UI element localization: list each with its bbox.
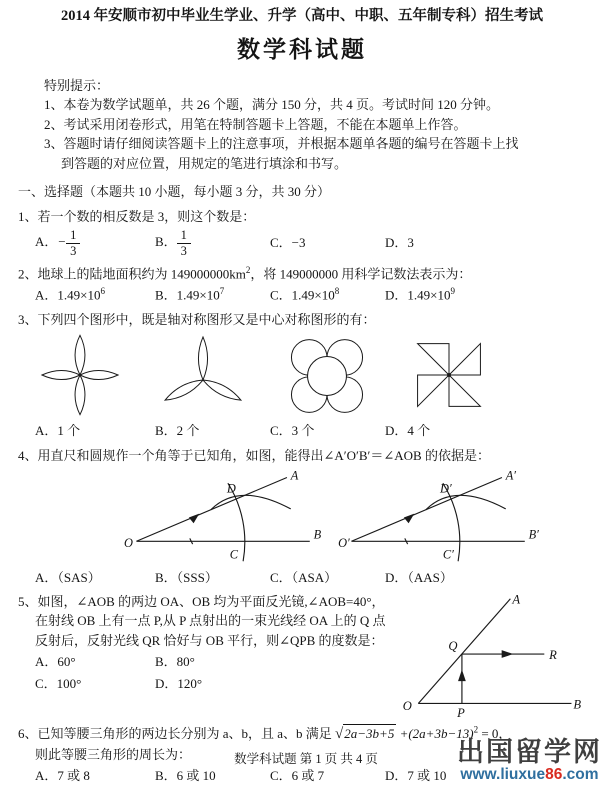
option-2b: B．$1.49\times 10^7$ bbox=[155, 285, 225, 303]
figure-circle-flower bbox=[284, 332, 407, 420]
fraction: $\frac{1}{3}$ bbox=[177, 228, 191, 258]
option-1b: B． $\frac{1}{3}$ bbox=[155, 227, 270, 259]
question-2 bbox=[18, 264, 586, 305]
notice-label: 特别提示： bbox=[44, 77, 110, 93]
svg-text:A: A bbox=[512, 592, 521, 607]
section-heading: 一、选择题（本题共 10 小题，每小题 3 分，共 30 分） bbox=[18, 184, 331, 200]
notice-item-2: 2、考试采用闭卷形式，用笔在特制答题卡上答题，不能在本题单上作答。 bbox=[44, 116, 467, 132]
option-2d: D．$1.49\times 10^9$ bbox=[385, 285, 455, 303]
question-1-options bbox=[18, 227, 586, 259]
question-3 bbox=[18, 310, 586, 441]
question-3-options bbox=[18, 421, 586, 441]
option-2c: C．$1.49\times 10^8$ bbox=[270, 285, 340, 303]
special-notice bbox=[44, 76, 586, 174]
figure-four-petal-flower bbox=[38, 332, 161, 420]
superscript: 2 bbox=[245, 265, 251, 276]
figure-light-reflection bbox=[396, 592, 586, 718]
figure-angle-construction-left bbox=[118, 467, 333, 567]
svg-text:O′: O′ bbox=[338, 536, 350, 551]
option-3a: A．1 个 bbox=[35, 423, 81, 439]
option-2a: A．$1.49\times 10^6$ bbox=[35, 285, 105, 303]
option-3d: D．4 个 bbox=[385, 423, 431, 439]
option-5a: A．60° bbox=[35, 654, 76, 670]
radical-expression: √2a−3b+5 bbox=[335, 725, 395, 742]
figure-three-petal-flower bbox=[161, 332, 284, 420]
option-5b: B．80° bbox=[155, 654, 195, 670]
watermark-site-name: 出国留学网 bbox=[457, 736, 602, 767]
svg-text:D′: D′ bbox=[440, 481, 452, 496]
option-6d: D．7 或 10 bbox=[385, 767, 447, 783]
question-4-figures bbox=[18, 467, 586, 567]
option-3c: C．3 个 bbox=[270, 423, 315, 439]
option-4a: A．（SAS） bbox=[35, 570, 101, 586]
svg-text:A′: A′ bbox=[505, 468, 517, 483]
question-5-stem-line3: 反射后，反射光线 QR 恰好与 OB 平行，则∠QPB 的度数是： bbox=[35, 632, 384, 648]
option-4b: B．（SSS） bbox=[155, 570, 218, 586]
option-6b: B．6 或 10 bbox=[155, 767, 216, 783]
question-6-stem-line2: 则此等腰三角形的周长为： bbox=[35, 747, 192, 763]
option-4d: D．（AAS） bbox=[385, 570, 453, 586]
option-3b: B．2 个 bbox=[155, 423, 200, 439]
question-1-stem: 1、若一个数的相反数是 3，则这个数是： bbox=[18, 208, 256, 224]
option-6c: C．6 或 7 bbox=[270, 767, 325, 783]
option-5c: C．100° bbox=[35, 675, 82, 691]
svg-text:O: O bbox=[402, 698, 412, 713]
svg-text:B′: B′ bbox=[528, 527, 539, 542]
exam-header-line: 2014 年安顺市初中毕业生学业、升学（高中、中职、五年制专科）招生考试 bbox=[60, 8, 544, 24]
svg-text:B: B bbox=[313, 527, 322, 542]
page-footer: 数学科试题 第 1 页 共 4 页 bbox=[234, 752, 378, 767]
question-5 bbox=[18, 592, 586, 718]
notice-item-3: 3、答题时请仔细阅读答题卡上的注意事项，并根据本题单各题的编号在答题卡上找 bbox=[44, 136, 519, 152]
question-5-options-row1 bbox=[18, 652, 396, 672]
question-3-stem: 3、下列四个图形中，既是轴对称图形又是中心对称图形的有： bbox=[18, 311, 376, 327]
notice-item-3-continued: 到答题的对应位置，用规定的笔进行填涂和书写。 bbox=[61, 155, 348, 171]
question-5-stem-line2: 在射线 OB 上有一点 P,从 P 点射出的一束光线经 OA 上的 Q 点 bbox=[35, 613, 386, 629]
svg-text:C: C bbox=[229, 547, 239, 562]
question-5-options-row2 bbox=[18, 674, 396, 694]
figure-pinwheel bbox=[407, 332, 530, 420]
question-3-figures bbox=[18, 332, 586, 420]
paper-title: 数学科试题 bbox=[237, 37, 367, 63]
svg-text:Q: Q bbox=[448, 638, 458, 653]
watermark bbox=[457, 736, 602, 783]
question-6-stem: 6、已知等腰三角形的两边长分别为 a、b，且 a、b 满足 $√2a-3b+5 +(2a+3b-13)^2 = 0$， bbox=[18, 724, 512, 742]
watermark-site-url: www.liuxue86.com bbox=[460, 765, 599, 783]
svg-text:R: R bbox=[549, 647, 557, 662]
notice-item-1: 1、本卷为数学试题单，共 26 个题，满分 150 分，共 4 页。考试时间 120 分钟。 bbox=[44, 97, 500, 113]
svg-text:D: D bbox=[226, 481, 236, 496]
svg-text:O: O bbox=[124, 536, 134, 551]
svg-text:C′: C′ bbox=[442, 547, 454, 562]
svg-text:A: A bbox=[290, 468, 299, 483]
option-6a: A．7 或 8 bbox=[35, 767, 90, 783]
option-1a: A．− $\frac{1}{3}$ bbox=[35, 227, 155, 259]
svg-text:B: B bbox=[573, 697, 582, 712]
figure-angle-construction-right bbox=[333, 467, 548, 567]
question-5-stem-line1: 5、如图，∠AOB 的两边 OA、OB 均为平面反光镜,∠AOB=40°， bbox=[18, 593, 385, 609]
fraction: $\frac{1}{3}$ bbox=[66, 228, 80, 258]
question-5-text bbox=[18, 592, 396, 718]
question-4 bbox=[18, 446, 586, 588]
option-1d: D．3 bbox=[385, 235, 414, 251]
option-1c: C．−3 bbox=[270, 235, 306, 251]
question-2-options bbox=[18, 285, 586, 305]
question-4-options bbox=[18, 568, 586, 588]
question-1 bbox=[18, 207, 586, 259]
question-2-stem: 2、地球上的陆地面积约为 $149000000km^2$，将 149000000 用科学记数法表示为： bbox=[18, 265, 472, 282]
option-5d: D．120° bbox=[155, 675, 203, 691]
option-4c: C．（ASA） bbox=[270, 570, 338, 586]
question-4-stem: 4、用直尺和圆规作一个角等于已知角，如图，能得出∠A′O′B′＝∠AOB 的依据是： bbox=[18, 447, 490, 463]
svg-text:P: P bbox=[457, 705, 465, 718]
